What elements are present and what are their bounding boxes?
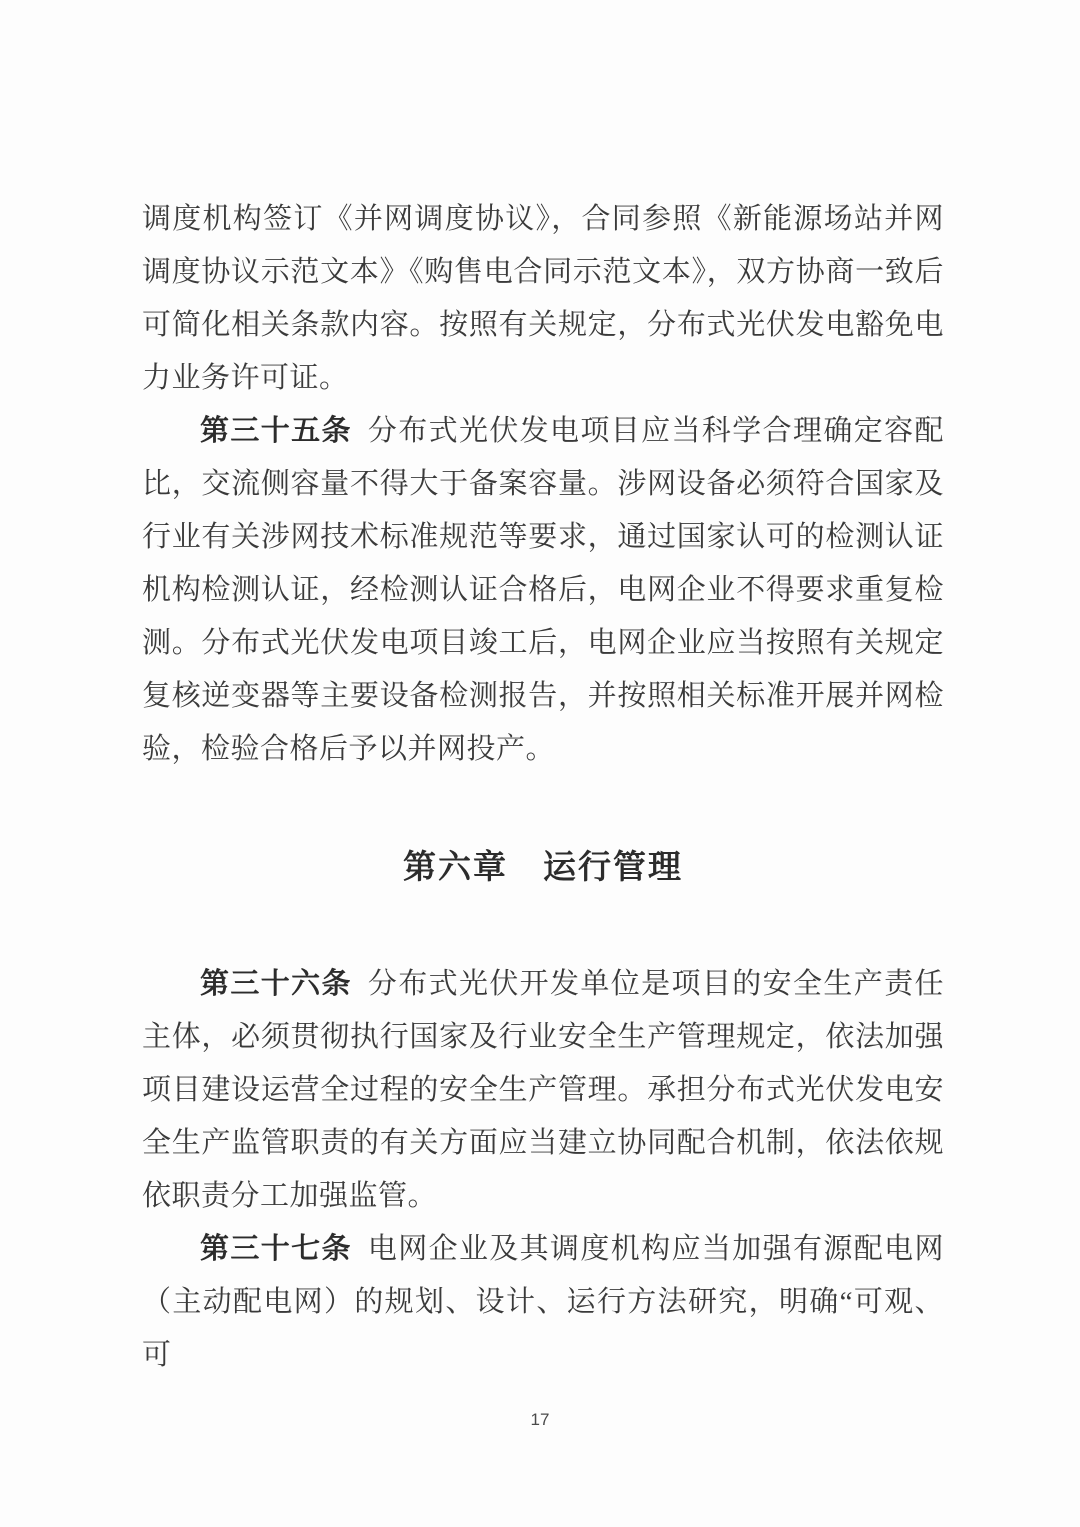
article-37-text: 电网企业及其调度机构应当加强有源配电网（主动配电网）的规划、设计、运行方法研究，明确“可观、可 <box>142 1233 944 1371</box>
article-37-number: 第三十七条 <box>200 1233 352 1265</box>
page-number: 17 <box>530 1410 550 1429</box>
paragraph-continuation: 调度机构签订《并网调度协议》，合同参照《新能源场站并网调度协议示范文本》《购售电合同示范文本》，双方协商一致后可简化相关条款内容。按照有关规定，分布式光伏发电豁免电力业务许可证。 <box>142 203 944 394</box>
article-35 <box>142 405 944 776</box>
article-37 <box>142 1223 944 1382</box>
article-35-number: 第三十五条 <box>200 415 352 447</box>
chapter-heading: 第六章 运行管理 <box>403 850 683 886</box>
article-36-text: 分布式光伏开发单位是项目的安全生产责任主体，必须贯彻执行国家及行业安全生产管理规定，依法加强项目建设运营全过程的安全生产管理。承担分布式光伏发电安全生产监管职责的有关方面应当建立协同配合机制，依法依规依职责分工加强监管。 <box>142 968 944 1212</box>
article-36-number: 第三十六条 <box>200 968 352 1000</box>
article-35-text: 分布式光伏发电项目应当科学合理确定容配比，交流侧容量不得大于备案容量。涉网设备必须符合国家及行业有关涉网技术标准规范等要求，通过国家认可的检测认证机构检测认证，经检测认证合格后，电网企业不得要求重复检测。分布式光伏发电项目竣工后，电网企业应当按照有关规定复核逆变器等主要设备检测报告，并按照相关标准开展并网检验，检验合格后予以并网投产。 <box>142 415 944 765</box>
article-36 <box>142 958 944 1223</box>
